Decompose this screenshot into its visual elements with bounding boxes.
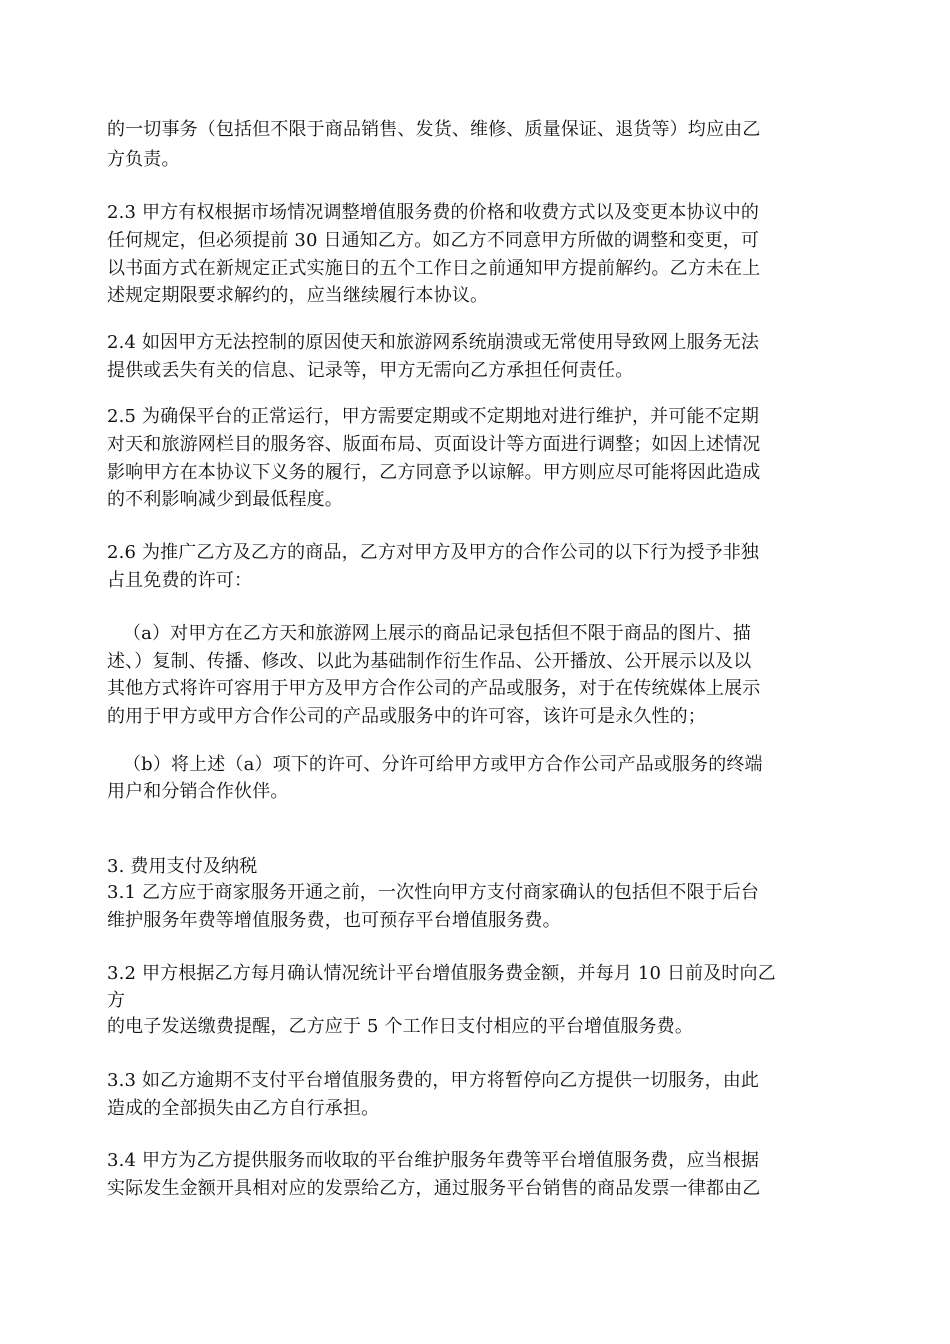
- text-line: 方: [107, 990, 126, 1011]
- text-line: （b）将上述（a）项下的许可、分许可给甲方或甲方合作公司产品或服务的终端: [123, 754, 763, 775]
- text-line: 述、）复制、传播、修改、以此为基础制作衍生作品、公开播放、公开展示以及以: [107, 651, 752, 672]
- text-line: 占且免费的许可：: [107, 570, 253, 591]
- text-line: 3.1 乙方应于商家服务开通之前，一次性向甲方支付商家确认的包括但不限于后台: [107, 882, 760, 903]
- text-line: （a）对甲方在乙方天和旅游网上展示的商品记录包括但不限于商品的图片、描: [123, 623, 751, 644]
- text-line: 2.3 甲方有权根据市场情况调整增值服务费的价格和收费方式以及变更本协议中的: [107, 202, 760, 223]
- text-line: 维护服务年费等增值服务费，也可预存平台增值服务费。: [107, 910, 561, 931]
- text-line: 2.4 如因甲方无法控制的原因使天和旅游网系统崩溃或无常使用导致网上服务无法: [107, 332, 760, 353]
- text-line: 任何规定，但必须提前 30 日通知乙方。如乙方不同意甲方所做的调整和变更，可: [107, 230, 760, 251]
- text-line: 的用于甲方或甲方合作公司的产品或服务中的许可容，该许可是永久性的；: [107, 706, 706, 727]
- text-line: 的不利影响减少到最低程度。: [107, 489, 343, 510]
- text-line: 2.6 为推广乙方及乙方的商品，乙方对甲方及甲方的合作公司的以下行为授予非独: [107, 542, 760, 563]
- text-line: 3.3 如乙方逾期不支付平台增值服务费的，甲方将暂停向乙方提供一切服务，由此: [107, 1070, 760, 1091]
- text-line: 提供或丢失有关的信息、记录等，甲方无需向乙方承担任何责任。: [107, 360, 634, 381]
- text-line: 3.4 甲方为乙方提供服务而收取的平台维护服务年费等平台增值服务费，应当根据: [107, 1150, 760, 1171]
- text-line: 的电子发送缴费提醒，乙方应于 5 个工作日支付相应的平台增值服务费。: [107, 1016, 693, 1037]
- text-line: 以书面方式在新规定正式实施日的五个工作日之前通知甲方提前解约。乙方未在上: [107, 258, 761, 279]
- text-line: 述规定期限要求解约的，应当继续履行本协议。: [107, 285, 489, 306]
- text-line: 对天和旅游网栏目的服务容、版面布局、页面设计等方面进行调整；如因上述情况: [107, 434, 761, 455]
- text-line: 方负责。: [107, 149, 180, 170]
- text-line: 影响甲方在本协议下义务的履行，乙方同意予以谅解。甲方则应尽可能将因此造成: [107, 462, 761, 483]
- text-line: 实际发生金额开具相对应的发票给乙方，通过服务平台销售的商品发票一律都由乙: [107, 1178, 761, 1199]
- text-line: 3.2 甲方根据乙方每月确认情况统计平台增值服务费金额，并每月 10 日前及时向乙: [107, 963, 776, 984]
- text-line: 2.5 为确保平台的正常运行，甲方需要定期或不定期地对进行维护，并可能不定期: [107, 406, 760, 427]
- text-line: 其他方式将许可容用于甲方及甲方合作公司的产品或服务，对于在传统媒体上展示: [107, 678, 761, 699]
- section-heading: 3. 费用支付及纳税: [107, 856, 258, 877]
- text-line: 造成的全部损失由乙方自行承担。: [107, 1098, 380, 1119]
- text-line: 的一切事务（包括但不限于商品销售、发货、维修、质量保证、退货等）均应由乙: [107, 119, 761, 140]
- text-line: 用户和分销合作伙伴。: [107, 781, 289, 802]
